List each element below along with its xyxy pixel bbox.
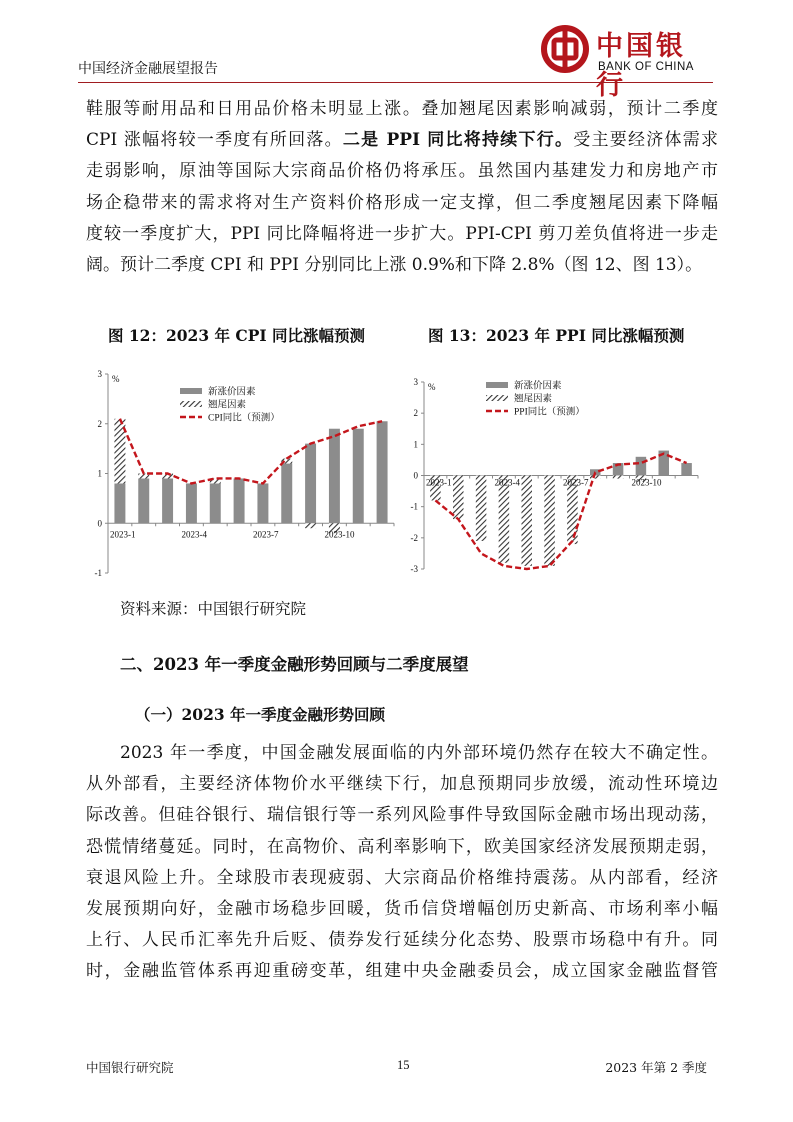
bar-carryover-factor <box>544 476 555 566</box>
text-line: 际改善。但硅谷银行、瑞信银行等一系列风险事件导致国际金融市场出现动荡， <box>86 805 718 826</box>
y-tick-label: 2 <box>97 418 102 429</box>
text-line: 走弱影响，原油等国际大宗商品价格仍将承压。虽然国内基建发力和房地产市 <box>86 161 718 182</box>
report-title: 中国经济金融展望报告 <box>78 61 218 77</box>
x-tick-label: 2023-4 <box>494 477 520 488</box>
footer-institution: 中国银行研究院 <box>86 1060 174 1075</box>
legend-label: 新涨价因素 <box>514 381 562 392</box>
legend-swatch-new-price <box>486 382 508 388</box>
y-tick-label: -1 <box>410 501 418 512</box>
text-line: 时，金融监管体系再迎重磅变革，组建中央金融委员会，成立国家金融监督管 <box>86 961 718 982</box>
y-tick-label: -1 <box>94 568 102 578</box>
paragraph-financial-review <box>86 738 718 988</box>
bar-new-price-factor <box>186 483 197 523</box>
text-line: CPI 涨幅将较一季度有所回落。二是 PPI 同比将持续下行。受主要经济体需求 <box>86 130 718 151</box>
figure-12-title: 图 12：2023 年 CPI 同比涨幅预测 <box>108 326 366 345</box>
logo-chinese-name: 中国银行 <box>596 31 686 101</box>
header-divider <box>78 82 713 83</box>
x-tick-label: 2023-1 <box>110 529 136 540</box>
bar-new-price-factor <box>329 429 340 524</box>
ppi-forecast-chart <box>398 364 718 584</box>
page-header <box>78 20 713 101</box>
figure-13-title: 图 13：2023 年 PPI 同比涨幅预测 <box>428 326 685 345</box>
x-tick-label: 2023-7 <box>253 529 279 540</box>
paragraph-inflation-outlook <box>86 94 718 281</box>
bar-new-price-factor <box>681 463 692 475</box>
bar-new-price-factor <box>281 464 292 524</box>
text-line: 恐慌情绪蔓延。同时，在高物价、高利率影响下，欧美国家经济发展预期走弱， <box>86 836 718 857</box>
bank-logo <box>538 20 713 101</box>
bar-new-price-factor <box>353 429 364 524</box>
legend-swatch-carryover <box>180 401 202 407</box>
bar-carryover-factor <box>613 476 624 479</box>
y-tick-label: 0 <box>97 518 102 529</box>
cpi-forecast-chart <box>84 364 404 584</box>
legend-label: CPI同比（预测） <box>208 413 280 424</box>
text-line: 从外部看，主要经济体物价水平继续下行，加息预期同步放缓，流动性环境边 <box>86 774 718 795</box>
legend-label: 新涨价因素 <box>208 387 256 398</box>
bar-carryover-factor <box>305 523 316 528</box>
source-note: 资料来源：中国银行研究院 <box>120 600 307 618</box>
forecast-line <box>435 454 686 569</box>
bar-new-price-factor <box>305 444 316 524</box>
unit-label: % <box>428 382 436 392</box>
bold-emphasis: 二是 PPI 同比将持续下行。 <box>342 130 574 151</box>
bar-carryover-factor <box>499 476 510 563</box>
bar-carryover-factor <box>476 476 487 541</box>
text-line: 阔。预计二季度 CPI 和 PPI 分别同比上涨 0.9%和下降 2.8%（图 12、图 13）。 <box>86 254 703 275</box>
section-heading: 二、2023 年一季度金融形势回顾与二季度展望 <box>120 655 469 674</box>
y-tick-label: -3 <box>410 564 418 574</box>
y-tick-label: 2 <box>413 408 418 419</box>
text-line: 度较一季度扩大，PPI 同比降幅将进一步扩大。PPI-CPI 剪刀差负值将进一步走 <box>86 223 718 244</box>
ppi-chart-svg <box>398 364 718 584</box>
boc-logo-icon <box>540 24 590 74</box>
cpi-chart-svg <box>84 364 404 584</box>
bar-new-price-factor <box>377 421 388 523</box>
y-tick-label: 1 <box>97 468 102 479</box>
bar-new-price-factor <box>138 478 149 523</box>
y-tick-label: 1 <box>413 439 418 450</box>
x-tick-label: 2023-7 <box>563 477 589 488</box>
x-tick-label: 2023-4 <box>181 529 207 540</box>
y-tick-label: 3 <box>97 369 102 379</box>
legend-swatch-new-price <box>180 388 202 394</box>
text-line: 鞋服等耐用品和日用品价格未明显上涨。叠加翘尾因素影响减弱，预计二季度 <box>86 99 718 119</box>
legend-label: 翘尾因素 <box>208 400 247 411</box>
footer-quarter: 2023 年第 2 季度 <box>605 1060 707 1075</box>
logo-english-name: BANK OF CHINA <box>598 61 694 73</box>
x-tick-label: 2023-10 <box>324 529 355 540</box>
text-line: 发展预期向好，金融市场稳步回暖，货币信贷增幅创历史新高、市场利率小幅 <box>86 898 718 919</box>
bar-carryover-factor <box>521 476 532 566</box>
y-tick-label: -2 <box>410 532 418 543</box>
y-tick-label: 0 <box>413 470 418 481</box>
bar-new-price-factor <box>257 483 268 523</box>
page-number: 15 <box>397 1058 410 1072</box>
text-line: 衰退风险上升。全球股市表现疲弱、大宗商品价格维持震荡。从内部看，经济 <box>86 867 718 888</box>
x-tick-label: 2023-1 <box>426 477 452 488</box>
bar-new-price-factor <box>114 483 125 523</box>
legend-swatch-carryover <box>486 395 508 401</box>
bar-new-price-factor <box>234 478 245 523</box>
bar-carryover-factor <box>453 476 464 520</box>
unit-label: % <box>112 374 120 384</box>
text-line: 2023 年一季度，中国金融发展面临的内外部环境仍然存在较大不确定性。 <box>120 743 718 763</box>
bar-new-price-factor <box>162 478 173 523</box>
bar-new-price-factor <box>636 457 647 476</box>
legend-label: PPI同比（预测） <box>514 407 585 418</box>
legend-label: 翘尾因素 <box>514 394 553 405</box>
y-tick-label: 3 <box>413 377 418 387</box>
subsection-heading: （一）2023 年一季度金融形势回顾 <box>135 705 386 724</box>
bar-new-price-factor <box>210 483 221 523</box>
x-tick-label: 2023-10 <box>631 477 662 488</box>
text-line: 场企稳带来的需求将对生产资料价格形成一定支撑，但二季度翘尾因素下降幅 <box>86 192 718 213</box>
text-line: 上行、人民币汇率先升后贬、债券发行延续分化态势、股票市场稳中有升。同 <box>86 930 718 951</box>
forecast-line <box>120 419 382 484</box>
